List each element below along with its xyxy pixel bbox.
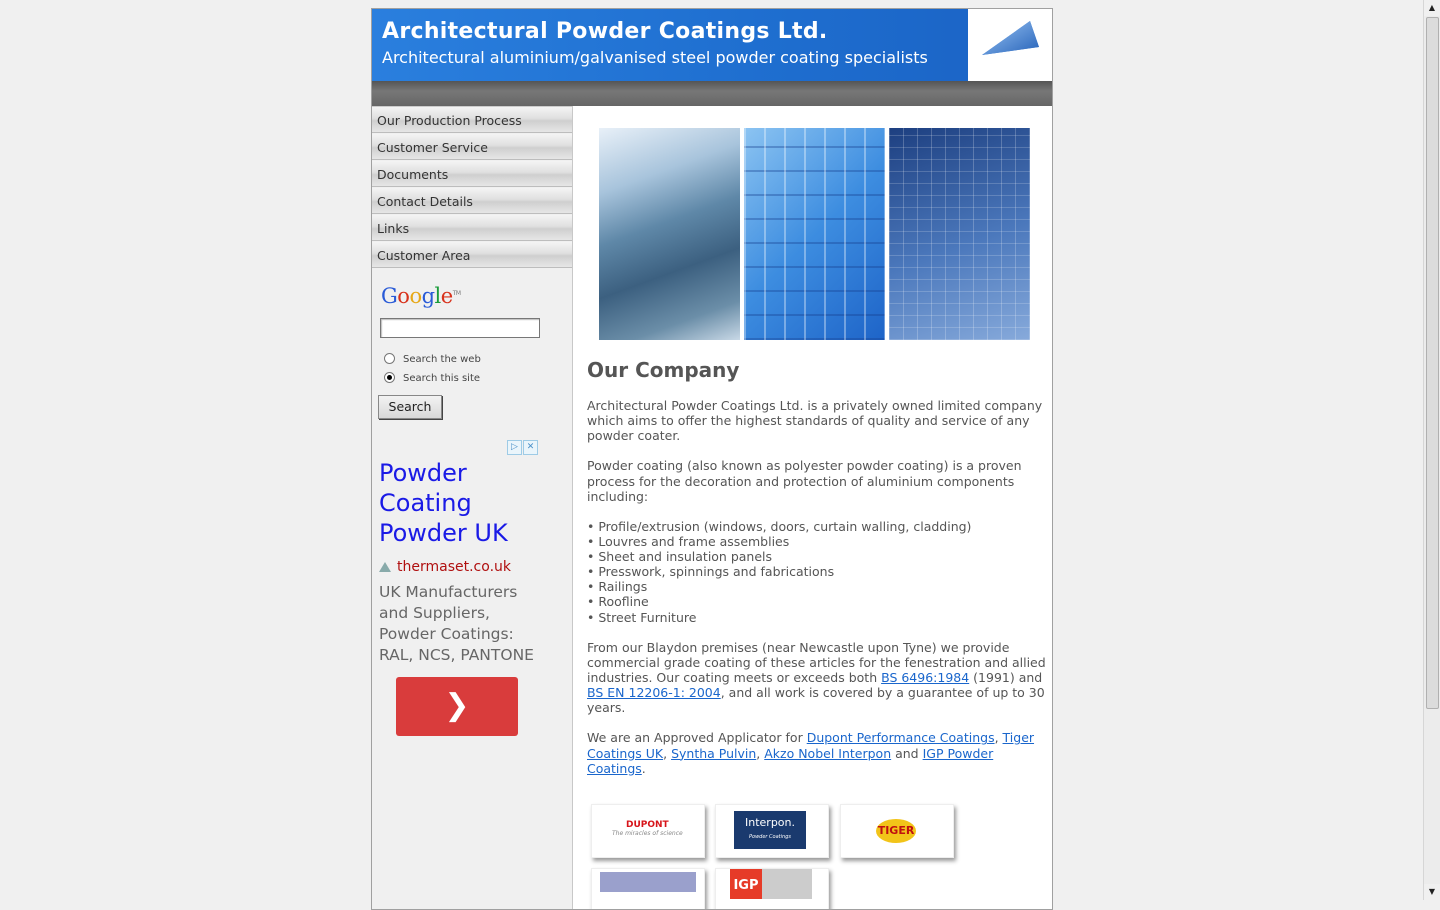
radio-web-icon[interactable] xyxy=(384,353,395,364)
list-item: • Street Furniture xyxy=(587,609,697,625)
scroll-thumb[interactable] xyxy=(1426,17,1439,709)
radio-web-label: Search the web xyxy=(403,354,481,365)
menu-item-links[interactable]: Links xyxy=(372,215,572,241)
interpon-wordmark: Interpon. xyxy=(745,816,795,829)
text-segment: From our Blaydon premises (near Newcastle upon Tyne) we provide commercial grade coating of these articles for the fenestration and allied industries. Our coating meets or exceeds both xyxy=(587,639,1046,685)
vertical-scrollbar[interactable] xyxy=(1423,0,1440,900)
photo-building-wireframe xyxy=(889,128,1030,340)
text-segment: and xyxy=(891,745,923,761)
ad-title[interactable]: Powder Coating Powder UK xyxy=(379,459,508,547)
google-tm: TM xyxy=(452,290,461,297)
para-approved xyxy=(587,730,1047,775)
dupont-logo-icon xyxy=(612,820,683,837)
dupont-wordmark: DUPONT xyxy=(625,820,669,830)
link-bsen12206[interactable]: BS EN 12206-1: 2004 xyxy=(587,685,721,701)
radio-search-web[interactable] xyxy=(384,353,481,365)
para-standards xyxy=(587,640,1047,715)
text-segment: . xyxy=(641,760,646,776)
link-bs6496[interactable]: BS 6496:1984 xyxy=(881,669,970,685)
menu-item-contact-details[interactable]: Contact Details xyxy=(372,188,572,214)
nav-bar xyxy=(372,81,1052,106)
radio-site-label: Search this site xyxy=(403,373,481,384)
text-segment: (1991) and xyxy=(969,669,1043,685)
google-search-input[interactable] xyxy=(380,318,540,338)
text-segment: , xyxy=(756,745,765,761)
menu-item-documents[interactable]: Documents xyxy=(372,161,572,187)
ad-arrow-button[interactable] xyxy=(396,677,518,736)
link-syntha[interactable]: Syntha Pulvin xyxy=(671,745,757,761)
para-intro: Architectural Powder Coatings Ltd. is a privately owned limited company which aims to offer the highest standards of quality and service of any powder coater. xyxy=(587,398,1043,444)
menu-item-customer-service[interactable]: Customer Service xyxy=(372,134,572,160)
sidebar xyxy=(372,106,573,909)
ad-description: UK Manufacturers and Suppliers, Powder Coatings: RAL, NCS, PANTONE xyxy=(379,583,534,664)
para-powder-coating: Powder coating (also known as polyester powder coating) is a proven process for the decoration and protection of aluminium components including: xyxy=(587,458,1022,504)
site-header xyxy=(372,9,1052,81)
logo-igp[interactable] xyxy=(715,868,829,910)
list-item: • Louvres and frame assemblies xyxy=(587,534,790,550)
ad-close-icon[interactable]: ✕ xyxy=(523,440,538,455)
page-heading: Our Company xyxy=(587,358,740,382)
link-igp[interactable]: IGP Powder Coatings xyxy=(587,745,994,776)
chevron-right-icon: ❯ xyxy=(444,688,470,723)
logo-interpon[interactable] xyxy=(715,804,829,858)
list-item: • Profile/extrusion (windows, doors, curtain walling, cladding) xyxy=(587,518,972,534)
logo-icon xyxy=(968,9,1052,81)
scroll-down-icon[interactable]: ▼ xyxy=(1424,884,1440,900)
list-item: • Presswork, spinnings and fabrications xyxy=(587,564,835,580)
text-segment: , xyxy=(663,745,672,761)
text-segment: , and all work is covered by a guarantee of up to 30 years. xyxy=(587,685,1045,716)
igp-logo-icon xyxy=(730,869,812,899)
menu-item-production-process[interactable]: Our Production Process xyxy=(372,106,572,133)
list-item: • Railings xyxy=(587,579,648,595)
list-item: • Roofline xyxy=(587,594,649,610)
link-tiger[interactable]: Tiger Coatings UK xyxy=(587,730,1035,761)
google-logo: Google™ xyxy=(381,284,461,308)
tiger-logo-icon: TIGER xyxy=(876,819,916,843)
syntha-logo-icon xyxy=(600,872,696,892)
link-dupont[interactable]: Dupont Performance Coatings xyxy=(806,730,995,746)
logo-dupont[interactable] xyxy=(591,804,705,858)
interpon-sub: Powder Coatings xyxy=(749,834,791,840)
ad-domain-text: thermaset.co.uk xyxy=(397,559,511,575)
dupont-tagline: The miracles of science xyxy=(612,830,683,837)
menu-item-customer-area[interactable]: Customer Area xyxy=(372,242,572,268)
interpon-logo-icon xyxy=(734,811,806,849)
photo-glass-facade xyxy=(744,128,885,340)
ad-triangle-icon xyxy=(379,562,391,572)
search-button[interactable]: Search xyxy=(378,395,442,419)
ad-choices[interactable] xyxy=(506,434,538,455)
ad-choices-icon[interactable]: ▷ xyxy=(507,440,522,455)
site-title: Architectural Powder Coatings Ltd. xyxy=(382,19,828,44)
photo-skyscraper xyxy=(599,128,740,340)
scroll-up-icon[interactable]: ▲ xyxy=(1424,0,1440,16)
page-container xyxy=(371,8,1053,910)
igp-wordmark: IGP xyxy=(730,869,762,899)
site-subtitle: Architectural aluminium/galvanised steel powder coating specialists xyxy=(382,48,928,67)
text-segment: We are an Approved Applicator for xyxy=(587,730,807,746)
logo-syntha[interactable] xyxy=(591,868,705,910)
sidebar-menu xyxy=(372,106,572,268)
link-akzo[interactable]: Akzo Nobel Interpon xyxy=(764,745,892,761)
company-text xyxy=(587,398,1047,791)
text-segment: , xyxy=(994,730,1003,746)
radio-site-icon[interactable] xyxy=(384,372,395,383)
list-item: • Sheet and insulation panels xyxy=(587,549,773,565)
components-list xyxy=(587,519,1047,625)
radio-search-site[interactable] xyxy=(384,372,480,384)
logo-tiger[interactable] xyxy=(840,804,954,858)
ad-domain[interactable] xyxy=(379,559,511,575)
